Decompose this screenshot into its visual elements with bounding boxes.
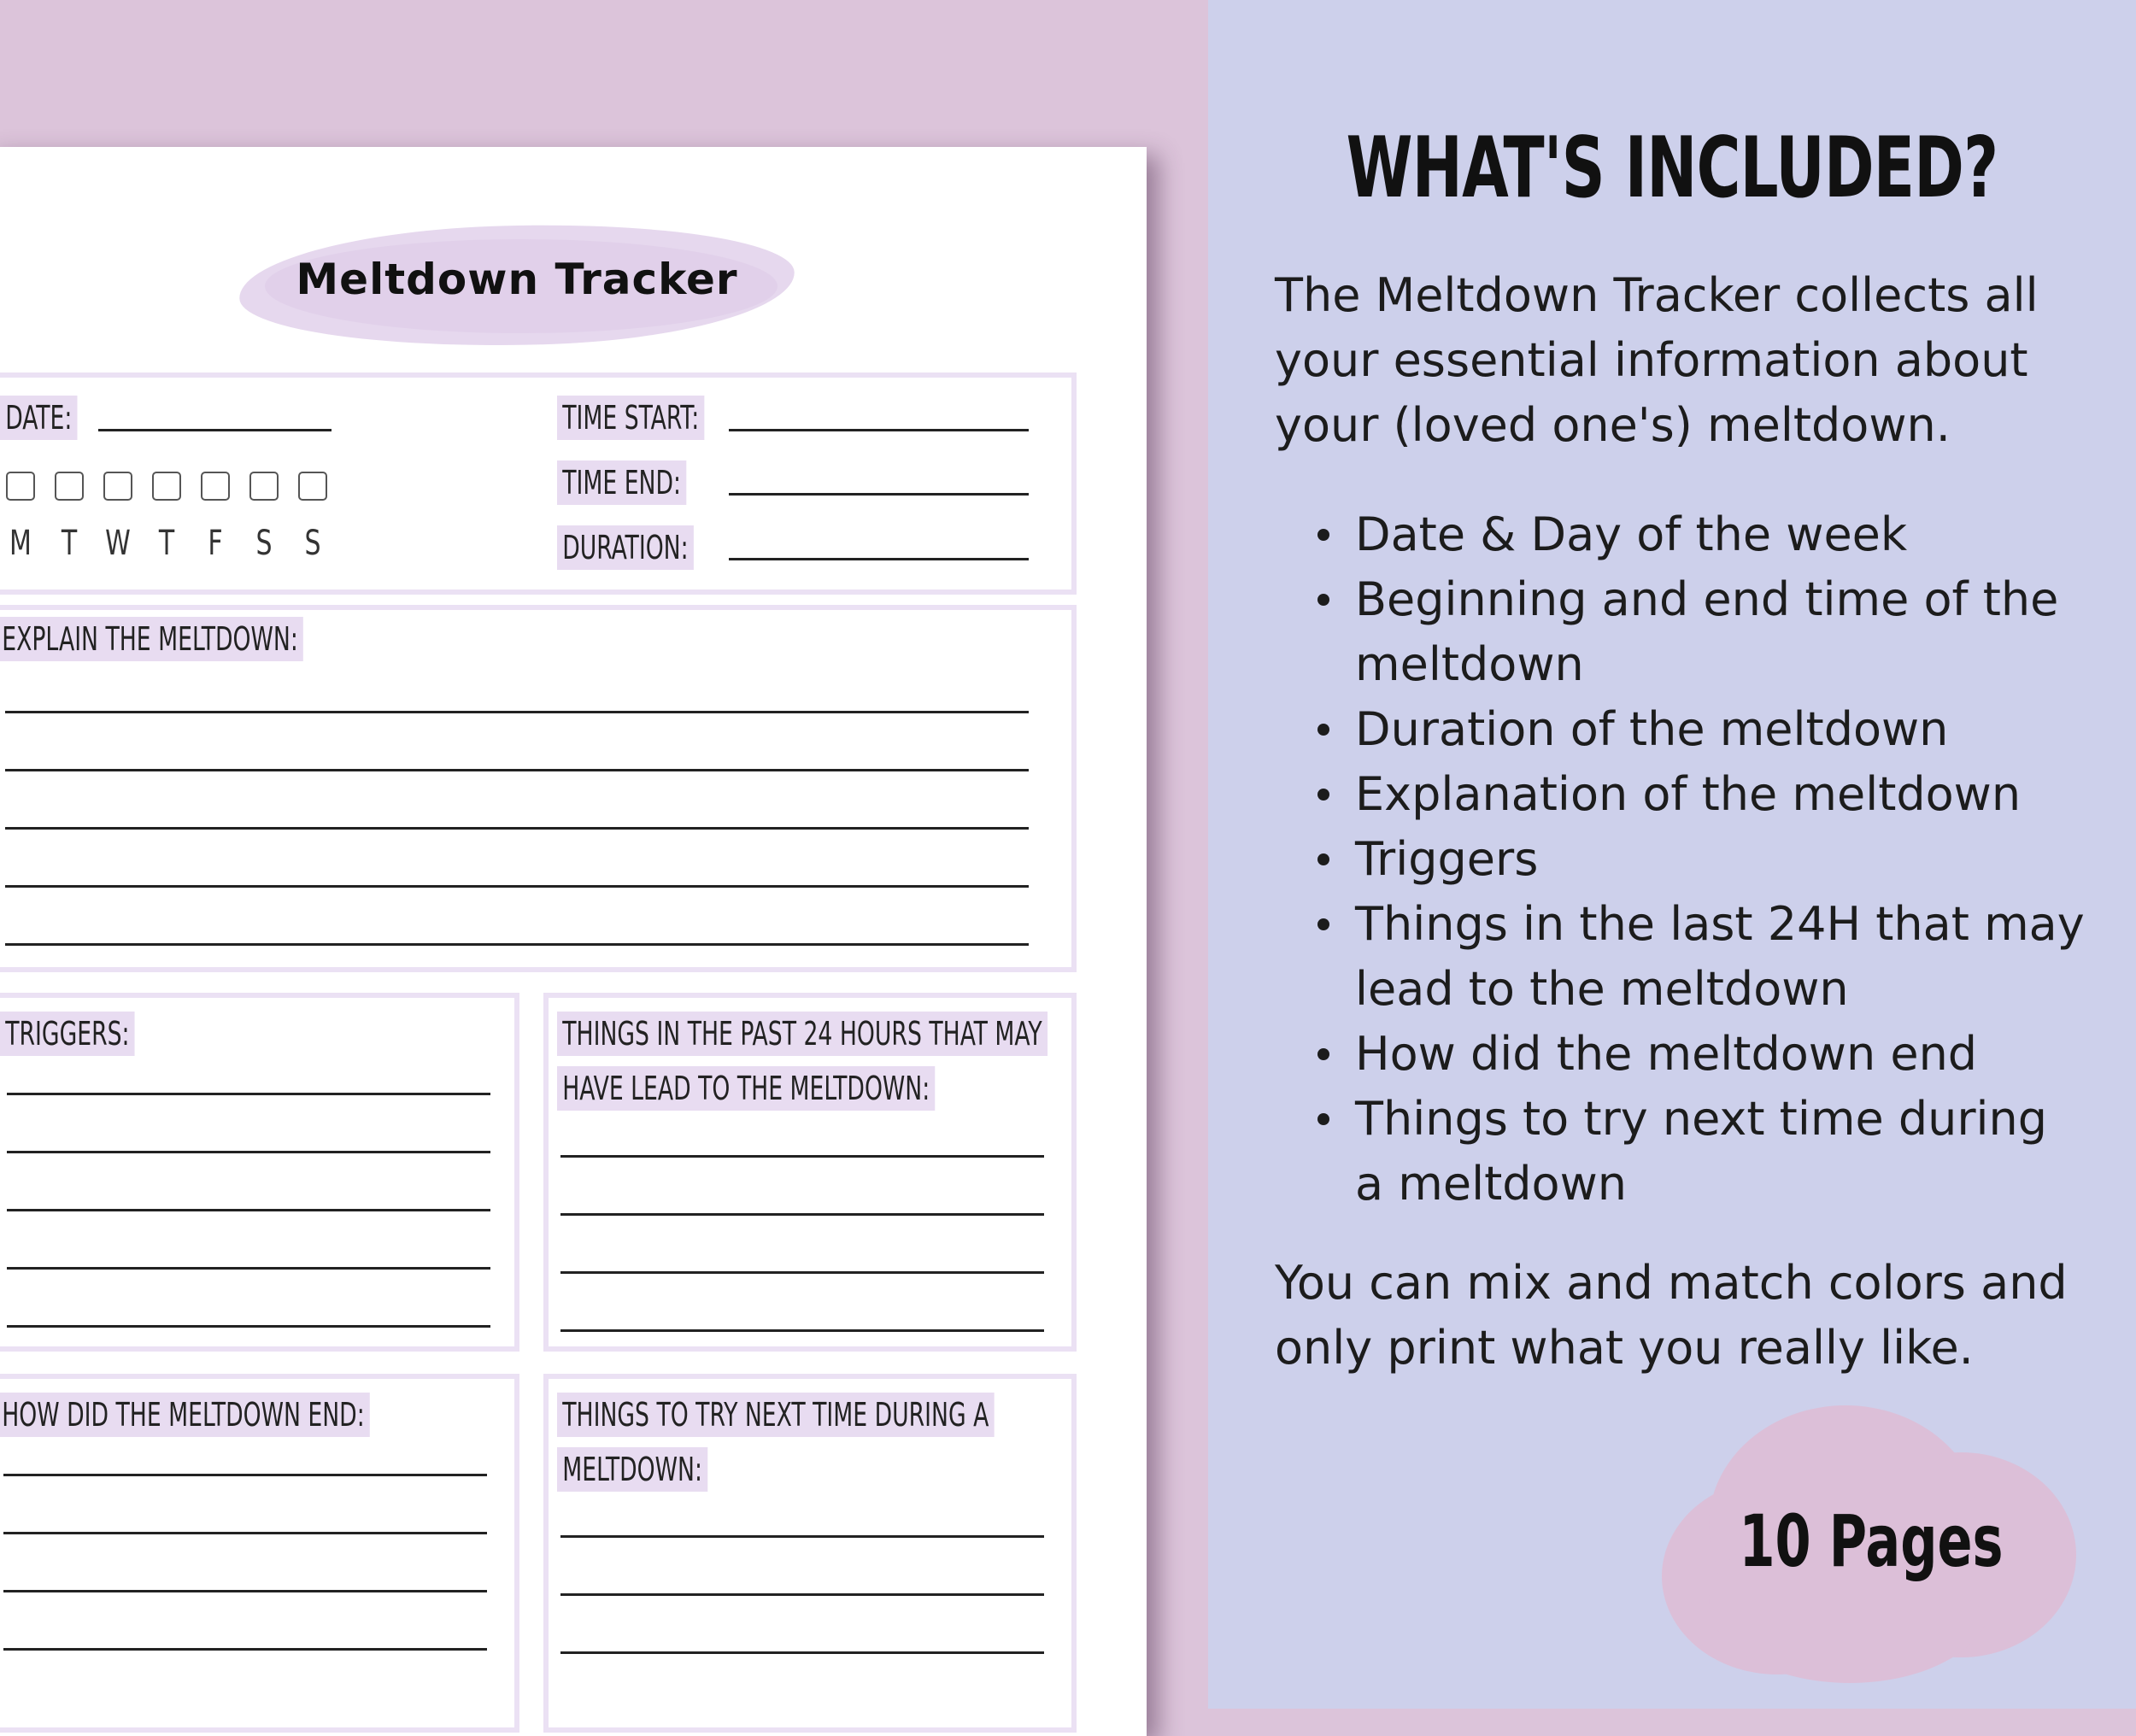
day-checkbox-tue[interactable]: [55, 472, 84, 501]
next-time-label-cont: MELTDOWN:: [557, 1447, 707, 1492]
triggers-label: TRIGGERS:: [0, 1012, 135, 1056]
day-checkbox-sun[interactable]: [298, 472, 327, 501]
outro-paragraph: You can mix and match colors and only print what you really like.: [1275, 1256, 2068, 1375]
next-time-line[interactable]: [560, 1651, 1044, 1654]
whats-included-heading: WHAT'S INCLUDED?: [1346, 120, 1998, 217]
day-checkbox-fri[interactable]: [201, 472, 230, 501]
duration-line[interactable]: [729, 558, 1029, 560]
list-item: Things to try next time during a meltdown: [1275, 1087, 2086, 1217]
worksheet-title: Meltdown Tracker: [296, 255, 738, 304]
included-list: [1275, 502, 2086, 1217]
list-item: Triggers: [1275, 827, 2086, 892]
triggers-line[interactable]: [7, 1151, 490, 1153]
list-item: How did the meltdown end: [1275, 1022, 2086, 1087]
meltdown-end-line[interactable]: [3, 1590, 487, 1592]
day-label-sat: S: [255, 524, 273, 563]
next-time-line[interactable]: [560, 1535, 1044, 1538]
day-checkbox-thu[interactable]: [152, 472, 181, 501]
triggers-line[interactable]: [7, 1093, 490, 1095]
day-checkbox-sat[interactable]: [249, 472, 279, 501]
duration-label: DURATION:: [557, 525, 694, 570]
explain-line[interactable]: [5, 943, 1029, 946]
day-label-tue: T: [61, 524, 78, 563]
date-line[interactable]: [98, 429, 332, 431]
time-end-line[interactable]: [729, 493, 1029, 496]
time-start-label: TIME START:: [557, 396, 704, 440]
day-label-fri: F: [208, 524, 223, 563]
past-24-hours-line[interactable]: [560, 1213, 1044, 1216]
meltdown-end-line[interactable]: [3, 1648, 487, 1651]
meltdown-end-line[interactable]: [3, 1532, 487, 1534]
time-start-line[interactable]: [729, 429, 1029, 431]
worksheet-page: [0, 147, 1147, 1736]
past-24-hours-label: THINGS IN THE PAST 24 HOURS THAT MAY: [557, 1012, 1047, 1056]
explain-label: EXPLAIN THE MELTDOWN:: [0, 617, 303, 661]
list-item: Explanation of the meltdown: [1275, 762, 2086, 827]
past-24-hours-line[interactable]: [560, 1329, 1044, 1332]
day-label-wed: W: [105, 524, 131, 563]
triggers-line[interactable]: [7, 1209, 490, 1211]
time-end-label: TIME END:: [557, 460, 686, 505]
explain-line[interactable]: [5, 827, 1029, 830]
explain-line[interactable]: [5, 885, 1029, 888]
date-label: DATE:: [0, 396, 78, 440]
triggers-line[interactable]: [7, 1267, 490, 1270]
intro-paragraph: The Meltdown Tracker collects all your essential information about your (loved one's) meltdown.: [1275, 268, 2039, 452]
list-item: Beginning and end time of the meltdown: [1275, 567, 2086, 697]
next-time-label: THINGS TO TRY NEXT TIME DURING A: [557, 1393, 995, 1437]
triggers-line[interactable]: [7, 1325, 490, 1328]
next-time-line[interactable]: [560, 1593, 1044, 1596]
explain-line[interactable]: [5, 711, 1029, 713]
pages-count: 10 Pages: [1739, 1499, 2004, 1583]
explain-line[interactable]: [5, 769, 1029, 771]
day-label-mon: M: [9, 524, 32, 563]
day-checkbox-mon[interactable]: [6, 472, 35, 501]
past-24-hours-label-cont: HAVE LEAD TO THE MELTDOWN:: [557, 1066, 935, 1111]
day-label-thu: T: [158, 524, 175, 563]
meltdown-end-line[interactable]: [3, 1474, 487, 1476]
day-checkbox-wed[interactable]: [103, 472, 132, 501]
list-item: Duration of the meltdown: [1275, 697, 2086, 762]
meltdown-end-label: HOW DID THE MELTDOWN END:: [0, 1393, 370, 1437]
list-item: Things in the last 24H that may lead to the meltdown: [1275, 892, 2086, 1022]
past-24-hours-line[interactable]: [560, 1271, 1044, 1274]
past-24-hours-line[interactable]: [560, 1155, 1044, 1158]
list-item: Date & Day of the week: [1275, 502, 2086, 567]
day-label-sun: S: [304, 524, 321, 563]
